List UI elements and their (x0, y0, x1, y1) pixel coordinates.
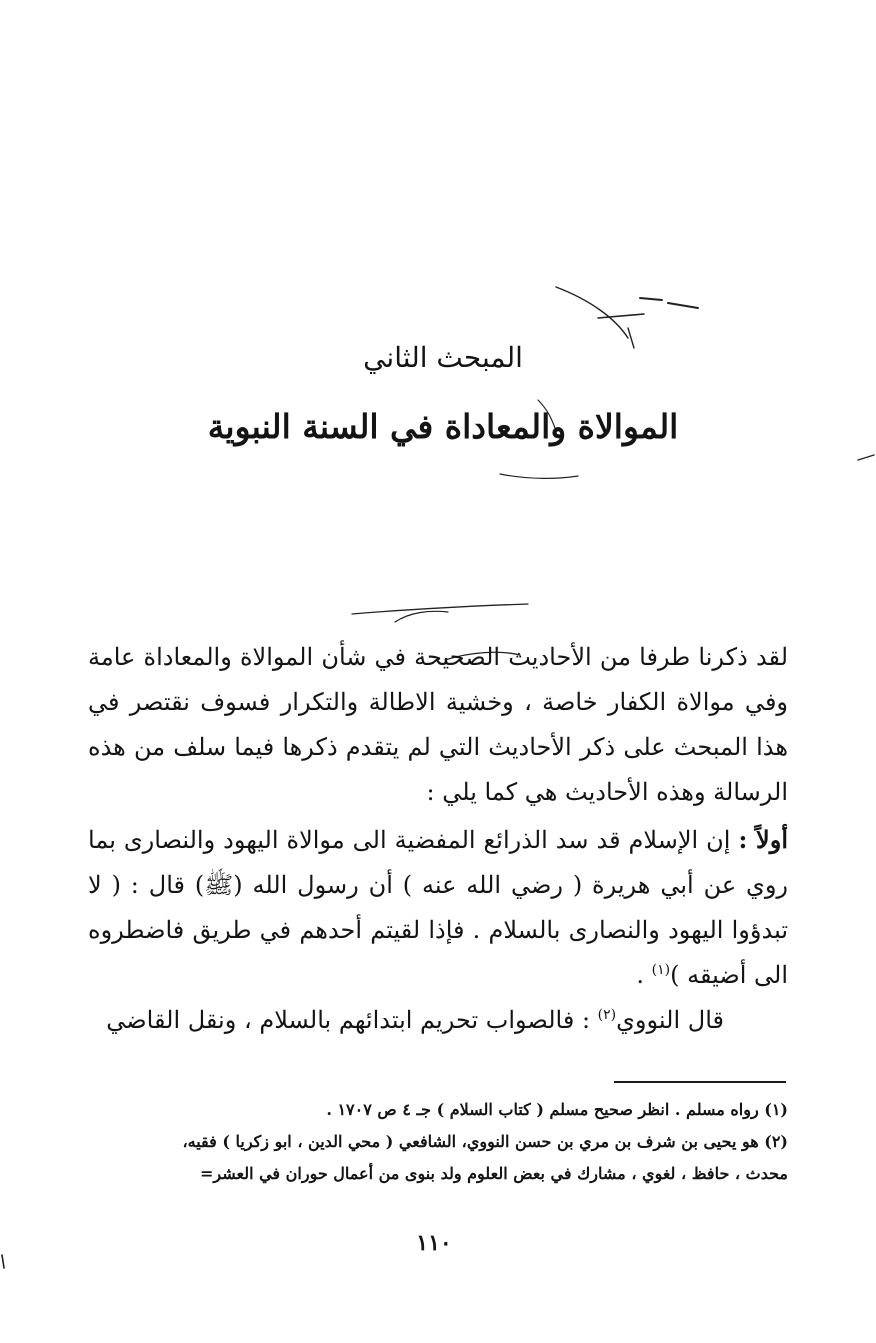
pen-stroke-under-title (500, 474, 578, 478)
page-number: ١١٠ (416, 1230, 452, 1256)
nawawi-paragraph (88, 998, 724, 1043)
footnote-ref-2: (٢) (597, 1007, 617, 1023)
nawawi-text: : فالصواب تحريم ابتدائهم بالسلام ، ونقل القاضي (106, 1006, 598, 1034)
footnote-2-line-2: محدث ، حافظ ، لغوي ، مشارك في بعض العلوم ولد بنوى من أعمال حوران في العشر= (199, 1164, 788, 1183)
pen-stroke-top-dash (640, 298, 698, 308)
footnote-2-line-1: (٢) هو يحيى بن شرف بن مري بن حسن النووي، الشافعي ( محي الدين ، ابو زكريا ) فقيه، (182, 1132, 788, 1151)
pen-stroke-left-edge (2, 1255, 4, 1268)
footnotes-block (88, 1094, 788, 1190)
intro-paragraph: لقد ذكرنا طرفا من الأحاديث الصحيحة في شأن الموالاة والمعاداة عامة وفي موالاة الكفار خاصة ، وخشية الاطالة والتكرار فسوف نقتصر في هذا المبحث على ذكر الأحاديث التي لم يتقدم ذكرها فيما سلف من هذه الرسالة وهذه الأحاديث هي كما يلي : (88, 643, 788, 806)
first-point-end: . (636, 961, 652, 989)
pen-stroke-mid-hook (395, 611, 448, 622)
first-point-text: إن الإسلام قد سد الذرائع المفضية الى موالاة اليهود والنصارى بما روي عن أبي هريرة ( رضي الله عنه ) أن رسول الله (ﷺ) قال : ( لا تبدؤوا اليهود والنصارى بالسلام . فإذا لقيتم أحدهم في طريق فاضطروه الى أضيقه ) (88, 826, 788, 989)
pen-stroke-top-cross (598, 314, 644, 318)
pen-stroke-mid-line (352, 604, 528, 614)
first-point-paragraph (88, 817, 788, 998)
pen-stroke-top-curve (556, 287, 628, 338)
section-label: المبحث الثاني (363, 341, 523, 374)
footnote-ref-1: (١) (651, 962, 671, 978)
footnote-1: (١) رواه مسلم . انظر صحيح مسلم ( كتاب السلام ) جـ ٤ ص ١٧٠٧ . (326, 1100, 788, 1119)
section-title: الموالاة والمعاداة في السنة النبوية (207, 407, 679, 446)
nawawi-lead: قال النووي (616, 1006, 724, 1034)
first-point-label: أولاً : (738, 825, 788, 854)
footnote-separator (614, 1081, 786, 1083)
